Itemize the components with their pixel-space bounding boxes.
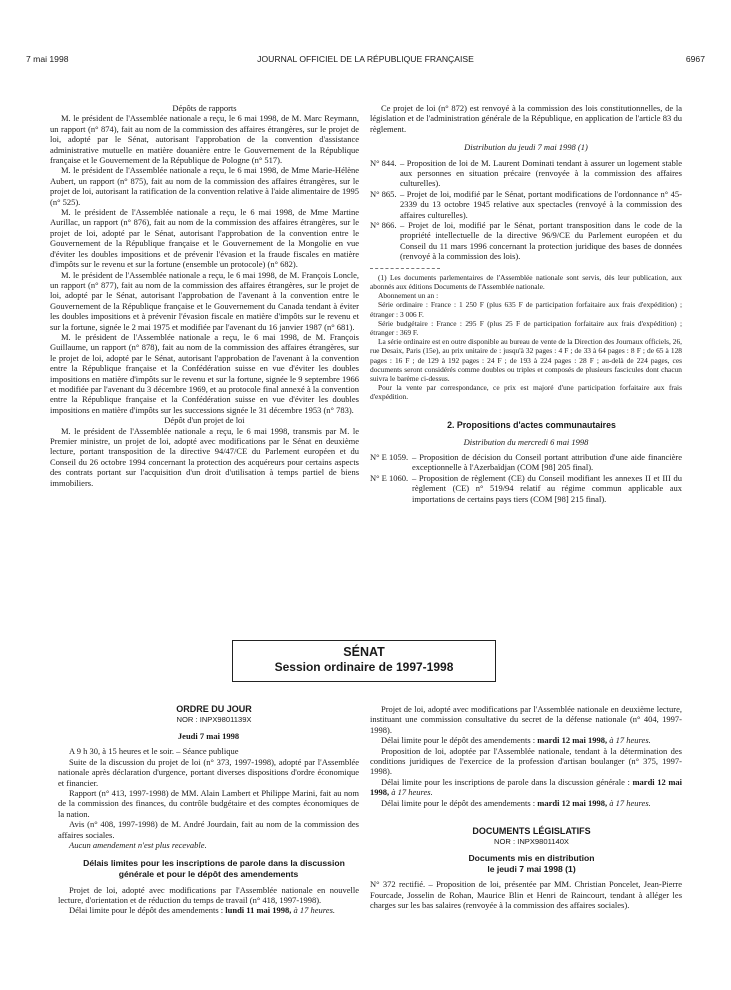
document-item bbox=[370, 879, 682, 910]
deadline-prefix: Délai limite pour le dépôt des amendements : bbox=[381, 797, 536, 808]
amendment-deadline bbox=[370, 798, 682, 808]
bill-paragraph: M. le président de l'Assemblée nationale a reçu, le 6 mai 1998, transmis par M. le Premier ministre, un projet de loi, adopté avec modifications par le Sénat en deuxième lecture, portant transposition de la directive 94/47/CE du Parlement européen et du Conseil du 26 octobre 1994 concernant la protection des acquéreurs pour certains aspects des contrats portant sur l'acquisition d'un droit d'utilisation à temps partiel de biens immobiliers. bbox=[50, 425, 359, 488]
deadline-time: à 17 heures. bbox=[609, 797, 651, 808]
report-paragraph: M. le président de l'Assemblée nationale a reçu, le 6 mai 1998, de Mme Martine Aurillac, un rapport (n° 876), fait au nom de la commission des affaires étrangères, sur le projet de loi, adopté par le Sénat, autorisant l'approbation de la convention entre le Gouvernement de la République française et le Gouvernement de la Mongolie en vue d'éviter les doubles impositions et de prévenir l'évasion et la fraude fiscales en matière d'impôts sur le revenu et sur la fortune (ensemble un protocole) (n° 682). bbox=[50, 207, 359, 270]
deadline-prefix: Délai limite pour le dépôt des amendements : bbox=[69, 905, 224, 916]
item-text: – Proposition de loi, présentée par MM. Christian Poncelet, Jean-Pierre Fourcade, Josselin de Rohan, Maurice Blin et Henri de Raincourt, tendant à alléger les charges sur les bas salaires (renvoyée à la commission des affaires sociales). bbox=[370, 879, 683, 911]
agenda-paragraph: Avis (n° 408, 1997-1998) de M. André Jourdain, fait au nom de la commission des affaires sociales. bbox=[58, 819, 359, 840]
header-page-number: 6967 bbox=[685, 54, 705, 64]
header-title: JOURNAL OFFICIEL DE LA RÉPUBLIQUE FRANÇAISE bbox=[257, 54, 474, 64]
docs-subtitle: Documents mis en distribution bbox=[468, 853, 595, 864]
deadlines-title: Délais limites pour les inscriptions de parole dans la discussion générale et pour le dépôt des amendements bbox=[83, 858, 345, 880]
section-title-community-acts: 2. Propositions d'actes communautaires bbox=[447, 419, 616, 430]
item-number: N° 866. bbox=[370, 220, 397, 231]
item-text: – Projet de loi, modifié par le Sénat, portant transposition dans le code de la propriété intellectuelle de la directive 96/9/CE du Parlement européen et du Conseil du 11 mars 1996 concernant la protection juridique des bases de données (renvoyé à la commission des lois). bbox=[400, 220, 682, 262]
seance-line: A 9 h 30, à 15 heures et le soir. – Séance publique bbox=[69, 746, 239, 757]
speaking-deadline bbox=[370, 777, 682, 798]
item-text: – Proposition de décision du Conseil portant attribution d'une aide financière exceptionnelle à l'Azerbaïdjan (COM [98] 205 final). bbox=[412, 451, 682, 473]
community-item bbox=[370, 452, 682, 473]
footnote-paragraph: (1) Les documents parlementaires de l'Assemblée nationale sont servis, dès leur publication, aux abonnés aux éditions Documents de l'Assemblée nationale. bbox=[370, 272, 682, 291]
deadlines-paragraph: Projet de loi, adopté avec modifications par l'Assemblée nationale en nouvelle lecture, d'orientation et de réduction du temps de travail (n° 418, 1997-1998). bbox=[58, 884, 359, 906]
footnote-paragraph: Abonnement un an : bbox=[378, 291, 439, 301]
section-heading-reports: Dépôts de rapports bbox=[172, 103, 237, 113]
report-paragraph: M. le président de l'Assemblée nationale a reçu, le 6 mai 1998, de M. François Loncle, un rapport (n° 877), fait au nom de la commission des affaires étrangères, sur le projet de loi, adopté par le Sénat, autorisant l'approbation de l'avenant à la convention entre le Gouvernement de la République française et le Gouvernement du Canada tendant à éviter les doubles impositions et à prévenir l'évasion fiscale en matière d'impôts sur le revenu et sur la fortune, signée le 2 mai 1975 et modifiée par l'avenant du 16 janvier 1987 (n° 681). bbox=[50, 269, 359, 332]
deadline-time: à 17 heures. bbox=[293, 905, 336, 916]
bottom-left-column bbox=[58, 704, 359, 916]
deadline-time: à 17 heures. bbox=[391, 787, 433, 798]
item-text: – Proposition de règlement (CE) du Conseil modifiant les annexes II et III du règlement (CE) n° 519/94 relatif au régime commun applicable aux importations de certains pays tiers (COM [98] 215 final). bbox=[412, 472, 682, 504]
item-number: N° E 1059. bbox=[370, 451, 409, 462]
legislative-docs-title: DOCUMENTS LÉGISLATIFS bbox=[472, 826, 591, 837]
bill-paragraph: Proposition de loi, adoptée par l'Assemblée nationale, tendant à la détermination des conditions juridiques de l'exercice de la profession d'artisan boulanger (n° 375, 1997-1998). bbox=[370, 745, 682, 777]
report-paragraph: M. le président de l'Assemblée nationale a reçu, le 6 mai 1998, de Mme Marie-Hélène Aubert, un rapport (n° 875), fait au nom de la commission des affaires étrangères, sur le projet de loi, autorisant la ratification de la convention relative à l'aide alimentaire de 1995 (n° 525). bbox=[50, 165, 359, 207]
deadline-date: mardi 12 mai 1998, bbox=[537, 735, 608, 746]
senat-title: SÉNAT bbox=[343, 645, 385, 659]
senat-title-box bbox=[232, 640, 496, 682]
agenda-nor: NOR : INPX9801139X bbox=[176, 715, 252, 724]
bill-paragraph: Projet de loi, adopté avec modifications par l'Assemblée nationale en deuxième lecture, instituant une commission consultative du secret de la défense nationale (n° 404, 1997-1998). bbox=[370, 704, 682, 735]
distribution-item bbox=[370, 189, 682, 220]
agenda-title: ORDRE DU JOUR bbox=[176, 704, 252, 714]
section-heading-bill: Dépôt d'un projet de loi bbox=[164, 415, 245, 426]
amendment-deadline bbox=[370, 735, 682, 745]
footnote-block bbox=[370, 273, 682, 402]
top-right-column bbox=[370, 103, 682, 504]
session-subtitle: Session ordinaire de 1997-1998 bbox=[274, 660, 454, 674]
header-date: 7 mai 1998 bbox=[26, 54, 69, 64]
distribution-item bbox=[370, 158, 682, 189]
deadline-prefix: Délai limite pour le dépôt des amendements : bbox=[381, 735, 536, 746]
bottom-right-column bbox=[370, 704, 682, 910]
deadline-time: à 17 heures. bbox=[609, 735, 651, 746]
agenda-paragraph: Rapport (n° 413, 1997-1998) de MM. Alain Lambert et Philippe Marini, fait au nom de la commission des finances, du contrôle budgétaire et des comptes économiques de la nation. bbox=[58, 788, 359, 819]
top-left-column bbox=[50, 103, 359, 488]
report-paragraph: M. le président de l'Assemblée nationale a reçu, le 6 mai 1998, de M. François Guillaume, un rapport (n° 878), fait au nom de la commission des affaires étrangères, sur le projet de loi, adopté par le Sénat, autorisant l'approbation de l'avenant à la convention entre la République française et la Confédération suisse en vue d'éviter les doubles impositions en matière d'impôts sur le revenu et sur la fortune, signée le 9 septembre 1966 et modifiée par l'avenant du 3 décembre 1969, et au protocole final annexé à la convention entre la République française et la Confédération suisse en vue d'éviter les doubles impositions en matière d'impôts sur les successions signée le 31 décembre 1953 (n° 783). bbox=[50, 331, 359, 415]
no-amendment-note: Aucun amendement n'est plus recevable. bbox=[69, 840, 207, 851]
footnote-divider bbox=[370, 268, 440, 269]
community-item bbox=[370, 473, 682, 504]
deadline-date: lundi 11 mai 1998, bbox=[225, 905, 292, 916]
deadline-prefix: Délai limite pour les inscriptions de parole dans la discussion générale : bbox=[381, 776, 630, 787]
referral-paragraph: Ce projet de loi (n° 872) est renvoyé à la commission des lois constitutionnelles, de la législation et de l'administration générale de la République, en application de l'article 83 du règlement. bbox=[370, 103, 682, 134]
agenda-paragraph: Suite de la discussion du projet de loi (n° 373, 1997-1998), adopté par l'Assemblée nationale après déclaration d'urgence, portant diverses dispositions d'ordre économique et financier. bbox=[58, 756, 359, 788]
legislative-docs-nor: NOR : INPX9801140X bbox=[494, 837, 569, 847]
item-number: N° E 1060. bbox=[370, 472, 409, 483]
agenda-date: Jeudi 7 mai 1998 bbox=[177, 731, 240, 741]
footnote-paragraph: La série ordinaire est en outre disponible au bureau de vente de la Direction des Journaux officiels, 26, rue Desaix, Paris (15e), au prix unitaire de : jusqu'à 32 pages : 4 F ; de 33 à 64 pages : 8 F ; de 65 à 128 pages : 16 F ; de 129 à 192 pages : 24 F ; de 193 à 224 pages : 28 F ; au-delà de 224 pages, ces documents seront considérés comme doubles ou triples et composés de plusieurs fascicules dont chacun suivra le barème ci-dessus. bbox=[370, 337, 682, 383]
distribution-title: Distribution du jeudi 7 mai 1998 (1) bbox=[464, 142, 588, 153]
footnote-paragraph: Série budgétaire : France : 295 F (plus 25 F de participation forfaitaire aux frais d'expédition) ; étranger : 369 F. bbox=[370, 318, 682, 337]
deadline-date: mardi 12 mai 1998, bbox=[537, 797, 608, 808]
deadline-date: mardi 12 mai 1998, bbox=[370, 776, 683, 798]
item-text: – Projet de loi, modifié par le Sénat, portant modifications de l'ordonnance n° 45-2339 du 13 octobre 1945 relative aux spectacles (renvoyé à la commission des affaires culturelles). bbox=[400, 188, 682, 220]
docs-subtitle-date: le jeudi 7 mai 1998 (1) bbox=[487, 863, 576, 874]
item-number: N° 865. bbox=[370, 188, 397, 199]
distribution-item bbox=[370, 220, 682, 262]
item-number: N° 844. bbox=[370, 157, 397, 168]
footnote-paragraph: Série ordinaire : France : 1 250 F (plus 635 F de participation forfaitaire aux frais d'expédition) ; étranger : 3 006 F. bbox=[370, 300, 682, 319]
amendment-deadline bbox=[58, 905, 359, 915]
item-number: N° 372 rectifié. bbox=[370, 879, 426, 890]
report-paragraph: M. le président de l'Assemblée nationale a reçu, le 6 mai 1998, de M. Marc Reymann, un rapport (n° 874), fait au nom de la commission des affaires étrangères, sur le projet de loi, adopté par le Sénat, autorisant l'approbation de la convention d'assistance administrative mutuelle en matière douanière entre le Gouvernement de la République française et le Gouvernement de la République de Pologne (n° 517). bbox=[50, 113, 359, 166]
item-text: – Proposition de loi de M. Laurent Dominati tendant à assurer un logement stable aux personnes en situation précaire (renvoyée à la commission des affaires culturelles). bbox=[400, 157, 682, 189]
footnote-paragraph: Pour la vente par correspondance, ce prix est majoré d'une participation forfaitaire aux frais d'expédition. bbox=[370, 383, 682, 402]
community-distribution-title: Distribution du mercredi 6 mai 1998 bbox=[463, 436, 589, 447]
